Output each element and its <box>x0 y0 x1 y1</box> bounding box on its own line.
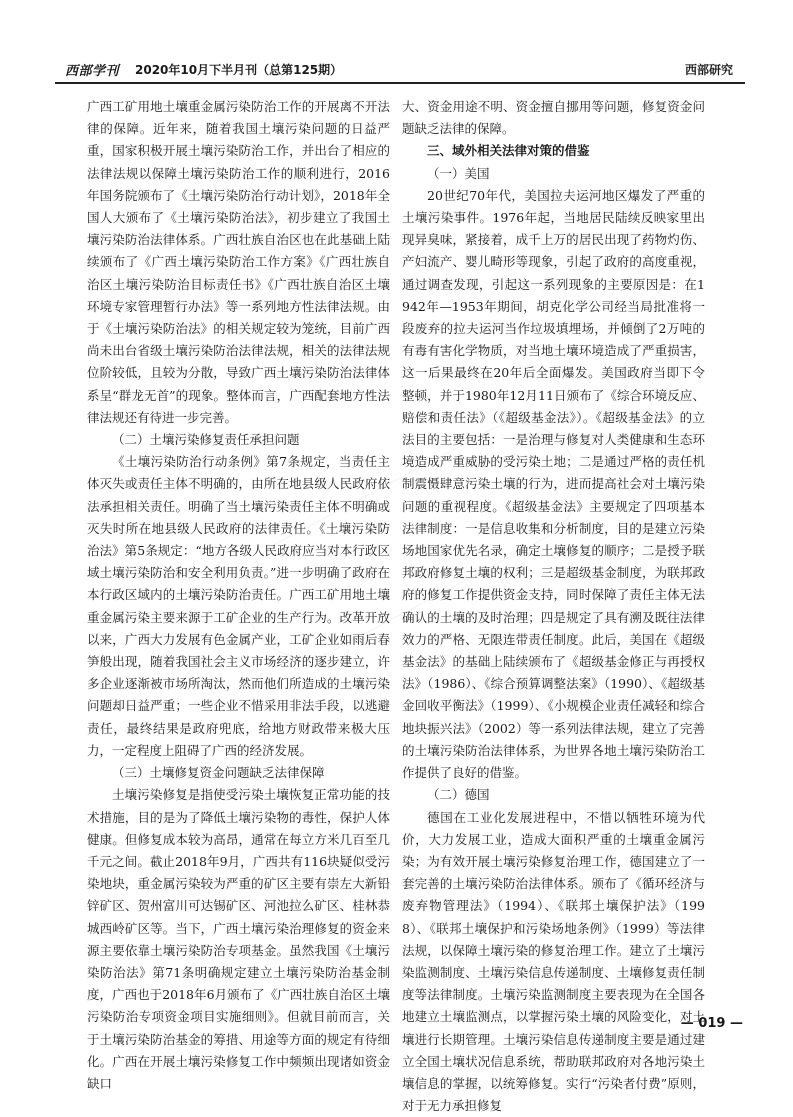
paragraph: 《土壤污染防治行动条例》第7条规定，当责任主体灭失或责任主体不明确的，由所在地县级人民政府依法承担相关责任。明确了当土壤污染责任主体不明确或灭失时所在地县级人民政府的法律责任。《土壤污染防治法》第5条规定：“地方各级人民政府应当对本行政区域土壤污染防治和安全利用负责。”进一步明确了政府在本行政区域内的土壤污染防治责任。广西工矿用地土壤重金属污染主要来源于工矿企业的生产行为。改革开放以来，广西大力发展有色金属产业，工矿企业如雨后春笋般出现，随着我国社会主义市场经济的逐步建立，许多企业逐渐被市场所淘汰，然而他们所造成的土壤污染问题却日益严重；一些企业不惜采用非法手段，以逃避责任，最终结果是政府兜底，给地方财政带来极大压力，一定程度上阻碍了广西的经济发展。 <box>87 451 390 762</box>
left-column <box>87 96 390 1095</box>
issue-info: 2020年10月下半月刊（总第125期） <box>135 61 342 78</box>
page-header <box>55 60 745 82</box>
section-title: 西部研究 <box>685 61 733 78</box>
paragraph: 德国在工业化发展进程中，不惜以牺牲环境为代价，大力发展工业，造成大面积严重的土壤重金属污染；为有效开展土壤污染修复治理工作，德国建立了一套完善的土壤污染防治法律体系。颁布了《循环经济与废弃物管理法》（1994）、《联邦土壤保护法》（1998）、《联邦土壤保护和污染场地条例》（1999）等法律法规，以保障土壤污染的修复治理工作。建立了土壤污染监测制度、土壤污染信息传递制度、土壤修复责任制度等法律制度。土壤污染监测制度主要表现为在全国各地建立土壤监测点，以掌握污染土壤的风险变化，对土壤进行长期管理。土壤污染信息传递制度主要是通过建立全国土壤状况信息系统，帮助联邦政府对各地污染土壤信息的掌握，以统筹修复。实行“污染者付费”原则，对于无力承担修复 <box>402 807 705 1117</box>
paragraph: 大、资金用途不明、资金擅自挪用等问题，修复资金问题缺乏法律的保障。 <box>402 96 705 140</box>
paragraph: 土壤污染修复是指使受污染土壤恢复正常功能的技术措施，目的是为了降低土壤污染物的毒性，保护人体健康。但修复成本较为高昂，通常在每立方米几百至几千元之间。截止2018年9月，广西共有116块疑似受污染地块，重金属污染较为严重的矿区主要有崇左大新铅锌矿区、贺州富川可达锡矿区、河池拉么矿区、桂林恭城西岭矿区等。当下，广西土壤污染治理修复的资金来源主要依靠土壤污染防治专项基金。虽然我国《土壤污染防治法》第71条明确规定建立土壤污染防治基金制度，广西也于2018年6月颁布了《广西壮族自治区土壤污染防治专项资金项目实施细则》。但就目前而言，关于土壤污染防治基金的筹措、用途等方面的规定有待细化。广西在开展土壤污染修复工作中频频出现诸如资金缺口 <box>87 784 390 1095</box>
section-heading: 三、域外相关法律对策的借鉴 <box>402 140 705 162</box>
paragraph: 广西工矿用地土壤重金属污染防治工作的开展离不开法律的保障。近年来，随着我国土壤污染问题的日益严重，国家积极开展土壤污染防治工作，并出台了相应的法律法规以保障土壤污染防治工作的顺利进行，2016年国务院颁布了《土壤污染防治行动计划》，2018年全国人大颁布了《土壤污染防治法》，初步建立了我国土壤污染防治法律体系。广西壮族自治区也在此基础上陆续颁布了《广西土壤污染防治工作方案》《广西壮族自治区土壤污染防治目标责任书》《广西壮族自治区土壤环境专家管理暂行办法》等一系列地方性法律法规。由于《土壤污染防治法》的相关规定较为笼统，目前广西尚未出台省级土壤污染防治法律法规，相关的法律法规位阶较低，且较为分散，导致广西土壤污染防治法律体系呈“群龙无首”的现象。整体而言，广西配套地方性法律法规还有待进一步完善。 <box>87 96 390 429</box>
section-heading: （二）德国 <box>402 784 705 806</box>
paragraph: 20世纪70年代，美国拉夫运河地区爆发了严重的土壤污染事件。1976年起，当地居民陆续反映家里出现异臭味，紧接着，成千上万的居民出现了药物灼伤、产妇流产、婴儿畸形等现象，引起了政府的高度重视，通过调查发现，引起这一系列现象的主要原因是：在1942年—1953年期间，胡克化学公司经当局批准将一段废弃的拉夫运河当作垃圾填埋场，并倾倒了2万吨的有毒有害化学物质，对当地土壤环境造成了严重损害，这一后果最终在20年后全面爆发。美国政府当即下令整顿，并于1980年12月11日颁布了《综合环境反应、赔偿和责任法》（《超级基金法》）。《超级基金法》的立法目的主要包括：一是治理与修复对人类健康和生态环境造成严重威胁的受污染土地；二是通过严格的责任机制震慑肆意污染土壤的行为，进而提高社会对土壤污染问题的重视程度。《超级基金法》主要规定了四项基本法律制度：一是信息收集和分析制度，目的是建立污染场地国家优先名录，确定土壤修复的顺序；二是授予联邦政府修复土壤的权利；三是超级基金制度，为联邦政府的修复工作提供资金支持，同时保障了责任主体无法确认的土壤的及时治理；四是规定了具有溯及既往法律效力的严格、无限连带责任制度。此后，美国在《超级基金法》的基础上陆续颁布了《超级基金修正与再授权法》（1986）、《综合预算调整法案》（1990）、《超级基金回收平衡法》（1999）、《小规模企业责任减轻和综合地块振兴法》（2002）等一系列法律法规，建立了完善的土壤污染防治法律体系，为世界各地土壤污染防治工作提供了良好的借鉴。 <box>402 185 705 784</box>
section-heading: （一）美国 <box>402 163 705 185</box>
section-heading: （三）土壤修复资金问题缺乏法律保障 <box>87 762 390 784</box>
right-column <box>402 96 705 1117</box>
page-number: — 019 — <box>681 1016 743 1031</box>
header-rule <box>55 82 745 84</box>
journal-masthead: 西部学刊 <box>65 60 119 79</box>
section-heading: （二）土壤污染修复责任承担问题 <box>87 429 390 451</box>
